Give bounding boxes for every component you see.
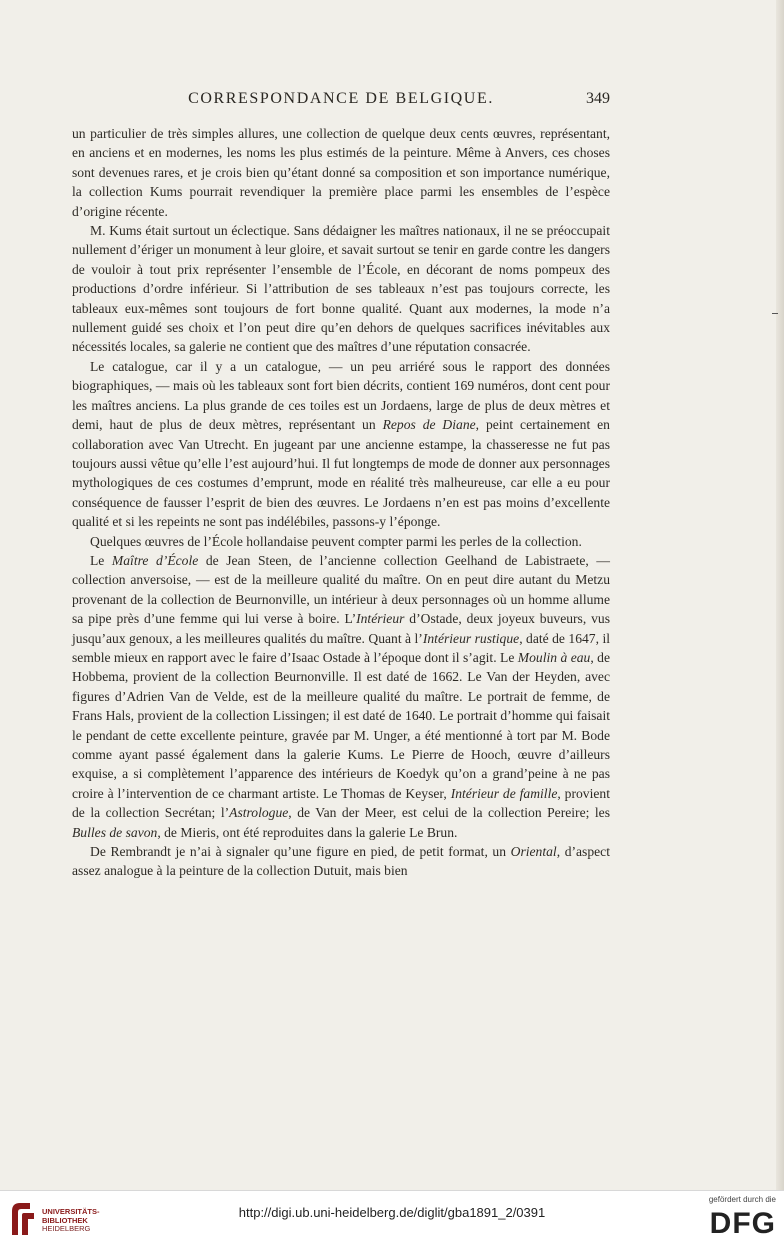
permalink-url[interactable]: http://digi.ub.uni-heidelberg.de/diglit/gba1891_2/0391: [238, 1205, 546, 1220]
paragraph: [72, 532, 610, 551]
text-run: d’Ostade, deux joyeux buveurs, vus jusqu’aux genoux, a les meilleures qualités du maître. Quant à l’: [72, 611, 610, 646]
italic-title: Repos de Diane: [382, 417, 476, 433]
page-header: [72, 90, 610, 112]
text-run: un particulier de très simples allures, une collection de quelque deux cents œuvres, représentant, en anciens et en modernes, les noms les plus estimés de la peinture. Même à Anvers, ces choses sont devenues rares, et je crois bien qu’étant donné sa composition et son importance numérique, la collection Kums pourrait revendiquer la première place parmi les ensembles de l’espèce d’origine récente.: [72, 126, 610, 219]
text-run: Le catalogue, car il y a un catalogue, — un peu arriéré sous le rapport des données biographiques, — mais où les tableaux sont fort bien décrits, contient 169 numéros, dont cent pour les maîtres anciens. La plus grande de ces toiles est un Jordaens, large de plus de deux mètres et demi, haut de plus de deux mètres, représentant un: [72, 358, 610, 433]
library-name-line3: HEIDELBERG: [42, 1224, 91, 1233]
text-run: Le: [90, 552, 112, 568]
italic-title: Maître d’École: [111, 552, 199, 568]
running-head: CORRESPONDANCE DE BELGIQUE.: [188, 90, 494, 107]
italic-title: Intérieur de famille: [450, 785, 558, 801]
library-name-line2: BIBLIOTHEK: [42, 1215, 88, 1225]
dfg-logo: DFG: [709, 1207, 776, 1240]
text-run: , de Hobbema, provient de la collection Beurnonville. Il est daté de 1662. Le Van der Heyden, avec figures d’Adrien Van de Velde, est de la meilleure qualité du maître. Le portrait de femme, de Frans Hals, provient de la collection Lissingen; il est daté de 1640. Le portrait d’homme qui faisait le pendant de cette excellente peinture, gravée par M. Unger, a été mentionné à tort par M. Bode comme ayant passé également dans la galerie Kums. Le Pierre de Hooch, œuvre d’ailleurs exquise, a si complètement l’apparence des intérieurs de Koedyk qu’on a grand’peine à ne pas croire à l’intervention de ce charmant artiste. Le Thomas de Keyser,: [72, 649, 610, 801]
italic-title: Bulles de savon: [72, 824, 158, 840]
funding-logo-block[interactable]: [666, 1195, 776, 1243]
paragraph: [72, 551, 610, 842]
italic-title: Intérieur: [356, 611, 405, 627]
text-run: , de Van der Meer, est celui de la collection Pereire; les: [288, 805, 610, 821]
margin-mark: [772, 313, 778, 314]
italic-title: Intérieur rustique: [422, 630, 520, 646]
article-body: [72, 124, 610, 881]
funding-caption: gefördert durch die: [708, 1195, 776, 1204]
paragraph: [72, 124, 610, 221]
italic-title: Moulin à eau: [517, 649, 591, 665]
text-run: De Rembrandt je n’ai à signaler qu’une figure en pied, de petit format, un: [90, 844, 511, 860]
text-run: , peint certainement en collaboration avec Van Utrecht. En jugeant par une ancienne estampe, la chasseresse ne fut pas toujours aussi vêtue qu’elle l’est aujourd’hui. Il fut longtemps de mode de donner aux personnages mythologiques de ces costumes d’emprunt, mode en réalité très malheureuse, car elle a eu pour conséquence de fausser l’esprit de bien des œuvres. Le Jordaens n’en est pas moins d’excellente qualité et si les repeints ne sont pas indélébiles, passons-y l’éponge.: [72, 417, 610, 530]
text-run: Quelques œuvres de l’École hollandaise peuvent compter parmi les perles de la collection.: [90, 533, 582, 549]
paragraph: [72, 221, 610, 357]
page-edge-shadow: [776, 0, 784, 1190]
text-run: de Jean Steen, de l’ancienne collection Geelhand de Labistraete, — collection anversoise, — est de la meilleure qualité du maître. On en peut dire autant du Metzu provenant de la collection de Beurnonville, un intérieur à deux personnages où un homme allume sa pipe près d’une femme qui lui verse à boire. L’: [72, 552, 610, 627]
text-run: , de Mieris, ont été reproduites dans la galerie Le Brun.: [157, 824, 458, 840]
text-run: , provient de la collection Secrétan; l’: [72, 785, 610, 821]
page-number: 349: [586, 90, 610, 107]
italic-title: Astrologue: [229, 805, 289, 821]
digitization-footer: [0, 1190, 784, 1247]
text-run: , daté de 1647, il semble mieux en rapport avec le faire d’Isaac Ostade à l’époque dont il s’agit. Le: [72, 630, 610, 665]
paragraph: [72, 842, 610, 881]
text-run: M. Kums était surtout un éclectique. Sans dédaigner les maîtres nationaux, il ne se préoccupait nullement d’ériger un monument à leur gloire, et savait surtout se tenir en garde contre les dangers de vouloir à tout prix représenter l’ensemble de l’École, en décorant de noms pompeux des productions d’ordre inférieur. Si l’attribution de ses tableaux n’est pas toujours correcte, les tableaux eux-mêmes sont toujours de fort bonne qualité. Quant aux modernes, la mode n’a nullement guidé ses choix et l’on peut dire qu’en dehors de quelques sacrifices inévitables aux nécessités locales, sa galerie ne contient que des maîtres d’une réputation consacrée.: [72, 223, 610, 355]
paragraph: [72, 357, 610, 532]
italic-title: Oriental: [510, 844, 557, 860]
text-run: , d’aspect assez analogue à la peinture de la collection Dutuit, mais bien: [72, 844, 610, 879]
library-name-line1: UNIVERSITÄTS-: [42, 1207, 100, 1216]
